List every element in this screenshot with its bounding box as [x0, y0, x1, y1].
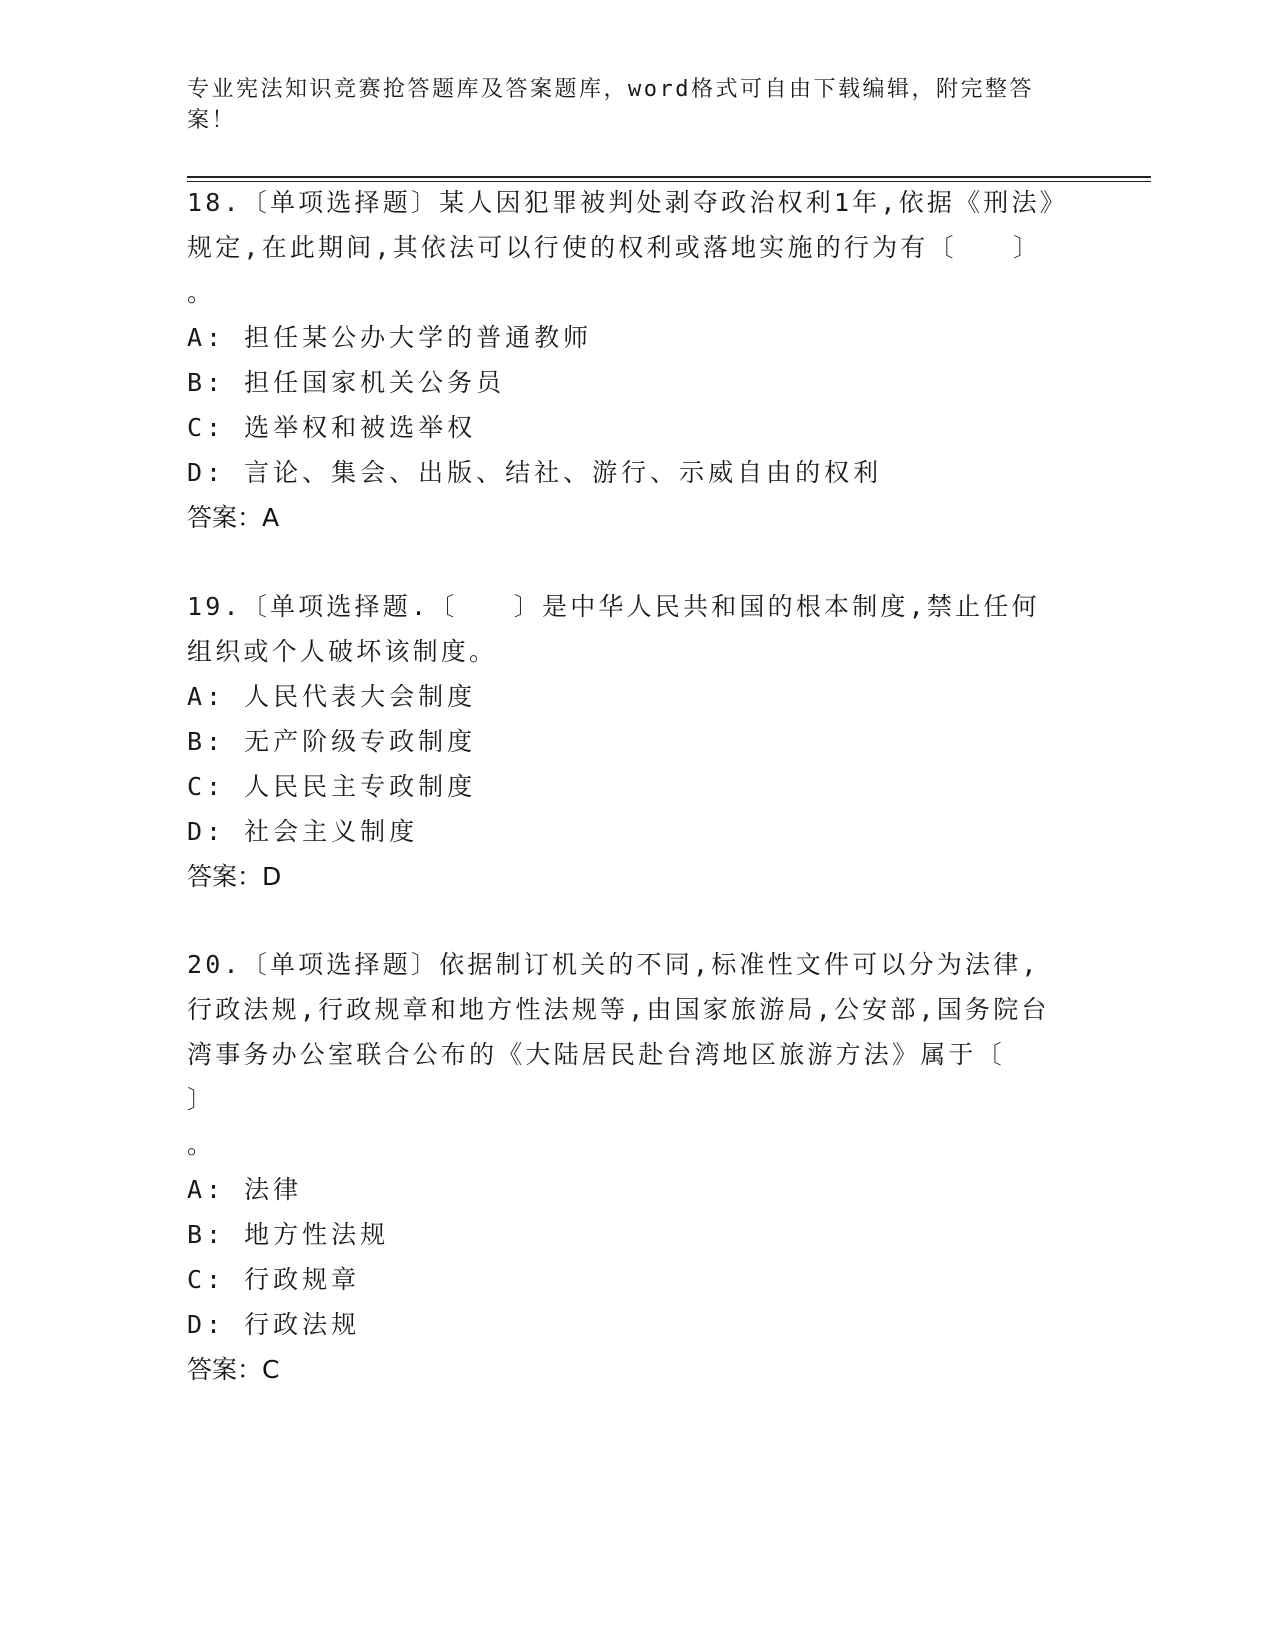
answer: 答案：C [187, 1355, 280, 1384]
option-a: A: 法律 [187, 1175, 303, 1204]
header-divider-thick [187, 176, 1151, 178]
option-c: C: 行政规章 [187, 1265, 361, 1294]
question-text: 20.〔单项选择题〕依据制订机关的不同,标准性文件可以分为法律,行政法规,行政规章和地方性法规等,由国家旅游局,公安部,国务院台湾事务办公室联合公布的《大陆居民赴台湾地区旅游方法》属于〔 〕 [187, 950, 1062, 1114]
option-d: D: 言论、集会、出版、结社、游行、示威自由的权利 [187, 458, 883, 487]
question-18 [187, 180, 1067, 540]
option-c: C: 人民民主专政制度 [187, 772, 477, 801]
document-header: 专业宪法知识竞赛抢答题库及答案题库，word格式可自由下载编辑，附完整答案！ [187, 77, 1034, 133]
answer: 答案：A [187, 503, 280, 532]
option-c: C: 选举权和被选举权 [187, 413, 477, 442]
option-a: A: 担任某公办大学的普通教师 [187, 323, 593, 352]
option-b: B: 无产阶级专政制度 [187, 727, 477, 756]
question-text: 18.〔单项选择题〕某人因犯罪被判处剥夺政治权利1年,依据《刑法》规定,在此期间,其依法可以行使的权利或落地实施的行为有〔 〕 [187, 188, 1056, 262]
question-20 [187, 942, 1067, 1392]
option-b: B: 地方性法规 [187, 1220, 390, 1249]
question-tail: 。 [187, 1130, 213, 1159]
option-b: B: 担任国家机关公务员 [187, 368, 506, 397]
option-a: A: 人民代表大会制度 [187, 682, 477, 711]
question-tail: 。 [187, 278, 213, 307]
option-d: D: 社会主义制度 [187, 817, 419, 846]
option-d: D: 行政法规 [187, 1310, 361, 1339]
question-19 [187, 584, 1067, 899]
question-text: 19.〔单项选择题.〔 〕是中华人民共和国的根本制度,禁止任何组织或个人破坏该制度。 [187, 592, 1040, 666]
answer: 答案：D [187, 862, 282, 891]
